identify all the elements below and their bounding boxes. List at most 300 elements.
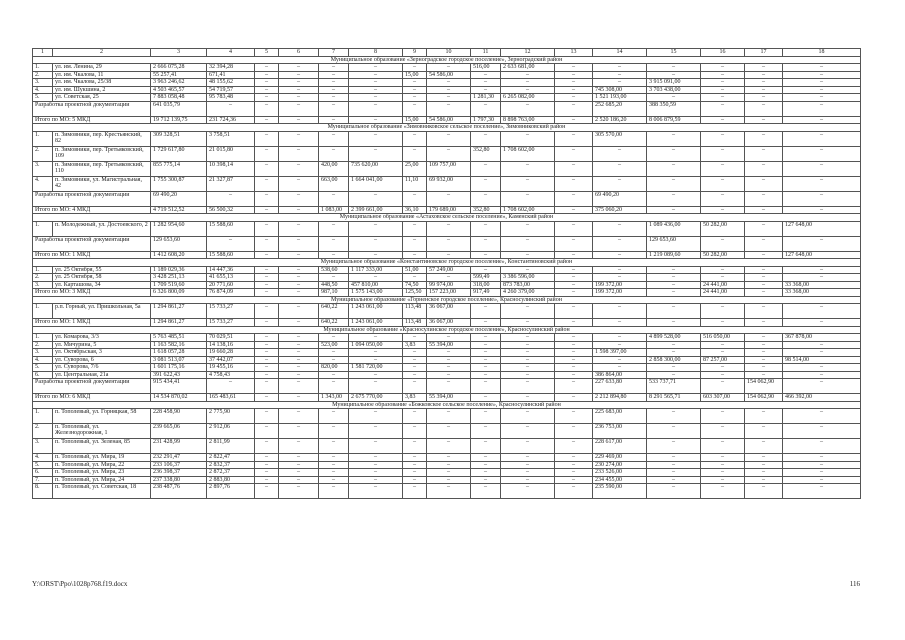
table-cell: 523,00: [319, 341, 349, 349]
table-cell: 516 050,00: [701, 334, 745, 342]
table-cell: 745 308,00: [593, 86, 647, 94]
table-cell: –: [403, 424, 427, 439]
table-cell: 70 029,51: [207, 334, 255, 342]
table-cell: 2.: [33, 274, 53, 282]
table-cell: 3 758,51: [207, 131, 255, 146]
table-cell: –: [783, 379, 861, 394]
table-cell: –: [403, 86, 427, 94]
table-cell: –: [255, 319, 279, 327]
table-cell: –: [501, 191, 555, 206]
table-cell: –: [319, 379, 349, 394]
table-row: [33, 71, 861, 79]
table-cell: 5.: [33, 364, 53, 372]
table-cell: 54 586,00: [427, 116, 471, 124]
municipality-header-row: [33, 296, 861, 304]
table-cell: –: [255, 356, 279, 364]
table-cell: –: [255, 371, 279, 379]
table-cell: –: [471, 439, 501, 454]
table-cell: –: [319, 349, 349, 357]
table-cell: 1 709 519,60: [151, 281, 207, 289]
municipality-title: Муниципальное образование «Божковское сельское поселение», Красносулинский район: [33, 401, 861, 409]
table-cell: –: [471, 364, 501, 372]
table-cell: 2.: [33, 146, 53, 161]
table-cell: 230 274,00: [593, 461, 647, 469]
table-cell: 4.: [33, 176, 53, 191]
table-cell: –: [745, 476, 783, 484]
table-cell: 69 490,20: [151, 191, 207, 206]
table-cell: 4.: [33, 454, 53, 462]
column-number: 1: [33, 49, 53, 57]
table-cell: –: [279, 71, 319, 79]
table-cell: –: [471, 161, 501, 176]
table-cell: –: [255, 86, 279, 94]
table-cell: 109 757,00: [427, 161, 471, 176]
table-cell: 3 915 091,00: [647, 79, 701, 87]
table-cell: Разработка проектной документации: [33, 101, 151, 116]
table-cell: ул. им. Шукшина, 2: [53, 86, 151, 94]
table-cell: –: [745, 319, 783, 327]
table-cell: 1 089 436,00: [647, 221, 701, 236]
table-cell: –: [701, 206, 745, 214]
table-cell: 228 617,00: [593, 439, 647, 454]
table-cell: –: [349, 454, 403, 462]
table-cell: п. Тополевый, ул. Зеленая, 85: [53, 439, 151, 454]
table-cell: –: [255, 281, 279, 289]
table-cell: 2 675 770,00: [349, 394, 403, 402]
table-cell: 2 399 661,00: [349, 206, 403, 214]
table-cell: –: [501, 79, 555, 87]
table-cell: –: [745, 94, 783, 102]
table-cell: –: [349, 439, 403, 454]
table-cell: 4 719 512,52: [151, 206, 207, 214]
table-cell: –: [555, 304, 593, 319]
table-cell: –: [647, 304, 701, 319]
table-cell: –: [701, 79, 745, 87]
table-cell: –: [555, 334, 593, 342]
table-row: [33, 379, 861, 394]
table-cell: –: [647, 469, 701, 477]
table-cell: –: [319, 86, 349, 94]
table-cell: –: [255, 349, 279, 357]
table-cell: –: [207, 191, 255, 206]
table-cell: –: [501, 176, 555, 191]
table-cell: 69 932,00: [427, 176, 471, 191]
table-cell: 1 521 193,00: [593, 94, 647, 102]
table-cell: –: [745, 86, 783, 94]
table-cell: –: [403, 371, 427, 379]
table-cell: –: [255, 304, 279, 319]
table-cell: 14 138,16: [207, 341, 255, 349]
table-cell: –: [745, 64, 783, 72]
table-cell: ул. 25 Октября, 55: [53, 266, 151, 274]
table-cell: –: [501, 424, 555, 439]
table-cell: –: [279, 364, 319, 372]
table-cell: –: [319, 236, 349, 251]
table-cell: ул. 25 Октября, 58: [53, 274, 151, 282]
table-cell: –: [279, 334, 319, 342]
table-cell: –: [501, 364, 555, 372]
table-cell: –: [427, 424, 471, 439]
table-cell: 671,41: [207, 71, 255, 79]
table-cell: –: [501, 304, 555, 319]
table-cell: 3,83: [403, 394, 427, 402]
table-cell: –: [471, 476, 501, 484]
table-cell: 1 618 057,28: [151, 349, 207, 357]
table-cell: 24 441,00: [701, 281, 745, 289]
column-number-row: [33, 49, 861, 57]
table-cell: –: [745, 364, 783, 372]
table-cell: 4 899 528,00: [647, 334, 701, 342]
table-cell: –: [427, 439, 471, 454]
table-cell: –: [701, 86, 745, 94]
table-cell: –: [783, 371, 861, 379]
table-cell: 640,22: [319, 304, 349, 319]
table-cell: –: [555, 79, 593, 87]
column-number: 2: [53, 49, 151, 57]
table-cell: 15 588,60: [207, 251, 255, 259]
table-cell: 1 282 954,60: [151, 221, 207, 236]
table-cell: 386 864,00: [593, 371, 647, 379]
table-cell: 1 755 300,87: [151, 176, 207, 191]
table-cell: –: [501, 409, 555, 424]
table-cell: Итого по МО: 4 МКД: [33, 206, 151, 214]
table-cell: 36 067,00: [427, 304, 471, 319]
table-cell: 19 660,28: [207, 349, 255, 357]
table-cell: –: [701, 71, 745, 79]
table-cell: –: [555, 161, 593, 176]
table-cell: –: [783, 364, 861, 372]
table-cell: –: [255, 236, 279, 251]
table-cell: 165 483,61: [207, 394, 255, 402]
table-cell: –: [593, 319, 647, 327]
table-cell: –: [403, 349, 427, 357]
table-cell: –: [745, 349, 783, 357]
table-cell: 1 294 861,27: [151, 319, 207, 327]
table-cell: ул. Комарова, 3/3: [53, 334, 151, 342]
table-cell: –: [403, 251, 427, 259]
table-cell: –: [783, 476, 861, 484]
table-cell: –: [593, 274, 647, 282]
table-cell: –: [349, 409, 403, 424]
table-cell: –: [555, 364, 593, 372]
table-cell: –: [427, 334, 471, 342]
table-cell: –: [783, 101, 861, 116]
column-number: 7: [319, 49, 349, 57]
table-cell: –: [783, 206, 861, 214]
table-cell: –: [279, 266, 319, 274]
table-cell: 19 712 139,75: [151, 116, 207, 124]
table-cell: –: [701, 191, 745, 206]
table-cell: –: [319, 476, 349, 484]
table-row: [33, 191, 861, 206]
table-cell: 309 328,51: [151, 131, 207, 146]
table-cell: –: [319, 71, 349, 79]
table-cell: 199 372,00: [593, 281, 647, 289]
table-cell: –: [593, 79, 647, 87]
table-cell: 8 006 879,59: [647, 116, 701, 124]
table-cell: –: [427, 461, 471, 469]
table-cell: 125,50: [403, 289, 427, 297]
table-cell: 235 590,00: [593, 484, 647, 499]
table-row: [33, 86, 861, 94]
table-cell: –: [745, 304, 783, 319]
table-cell: –: [501, 251, 555, 259]
table-cell: –: [501, 319, 555, 327]
total-row: [33, 394, 861, 402]
table-cell: 229 469,00: [593, 454, 647, 462]
table-cell: –: [555, 454, 593, 462]
total-row: [33, 319, 861, 327]
table-row: [33, 461, 861, 469]
table-cell: 663,00: [319, 176, 349, 191]
table-cell: 41 655,13: [207, 274, 255, 282]
table-cell: 236 398,37: [151, 469, 207, 477]
table-row: [33, 131, 861, 146]
table-cell: –: [279, 454, 319, 462]
table-cell: 252 685,20: [593, 101, 647, 116]
table-cell: 3 081 513,07: [151, 356, 207, 364]
table-cell: –: [501, 71, 555, 79]
table-cell: 391 622,43: [151, 371, 207, 379]
table-row: [33, 161, 861, 176]
table-cell: –: [555, 289, 593, 297]
table-cell: –: [279, 64, 319, 72]
table-cell: 227 633,80: [593, 379, 647, 394]
table-cell: –: [279, 116, 319, 124]
table-cell: –: [647, 289, 701, 297]
table-cell: –: [647, 454, 701, 462]
table-cell: п. Тополевый, ул. Горняцкая, 58: [53, 409, 151, 424]
table-cell: –: [647, 64, 701, 72]
table-cell: –: [647, 94, 701, 102]
table-cell: –: [647, 71, 701, 79]
table-cell: –: [647, 191, 701, 206]
table-cell: –: [745, 71, 783, 79]
municipality-title: Муниципальное образование «Горненское городское поселение», Красносулинский район: [33, 296, 861, 304]
table-cell: 54 586,00: [427, 71, 471, 79]
table-cell: –: [783, 146, 861, 161]
municipality-title: Муниципальное образование «Красносулинское городское поселение», Красносулинский район: [33, 326, 861, 334]
table-cell: –: [255, 424, 279, 439]
table-cell: –: [647, 281, 701, 289]
table-cell: Итого по МО: 3 МКД: [33, 289, 151, 297]
table-cell: 99 974,00: [427, 281, 471, 289]
table-cell: 6.: [33, 469, 53, 477]
table-cell: –: [471, 319, 501, 327]
table-cell: –: [403, 274, 427, 282]
column-number: 14: [593, 49, 647, 57]
table-cell: п. Зимовники, пер. Третьяковский, 110: [53, 161, 151, 176]
table-cell: 21 015,80: [207, 146, 255, 161]
table-cell: –: [701, 146, 745, 161]
table-cell: –: [427, 64, 471, 72]
table-cell: –: [647, 409, 701, 424]
column-number: 17: [745, 49, 783, 57]
column-number: 16: [701, 49, 745, 57]
table-cell: –: [427, 454, 471, 462]
table-cell: –: [501, 371, 555, 379]
table-cell: –: [783, 64, 861, 72]
table-cell: 3 703 438,00: [647, 86, 701, 94]
table-cell: 1 412 608,20: [151, 251, 207, 259]
table-cell: п. Зимовники, ул. Магистральная, 42: [53, 176, 151, 191]
table-cell: ул. Мичурина, 5: [53, 341, 151, 349]
table-cell: Разработка проектной документации: [33, 236, 151, 251]
table-cell: –: [701, 176, 745, 191]
table-cell: –: [279, 461, 319, 469]
table-cell: –: [255, 146, 279, 161]
table-cell: 233 106,37: [151, 461, 207, 469]
table-cell: –: [207, 379, 255, 394]
table-cell: –: [593, 64, 647, 72]
table-cell: –: [349, 86, 403, 94]
table-cell: –: [279, 484, 319, 499]
table-cell: –: [745, 454, 783, 462]
table-cell: 3 963 246,62: [151, 79, 207, 87]
table-cell: 74,50: [403, 281, 427, 289]
table-cell: –: [555, 116, 593, 124]
table-cell: Итого по МО: 1 МКД: [33, 251, 151, 259]
table-cell: –: [403, 439, 427, 454]
table-cell: 1 094 050,00: [349, 341, 403, 349]
table-cell: –: [255, 341, 279, 349]
table-row: [33, 64, 861, 72]
table-cell: –: [745, 334, 783, 342]
table-cell: –: [349, 79, 403, 87]
table-cell: 1.: [33, 409, 53, 424]
table-cell: –: [255, 176, 279, 191]
table-cell: 98 514,00: [783, 356, 861, 364]
table-cell: –: [647, 484, 701, 499]
table-cell: 2.: [33, 71, 53, 79]
table-cell: 6.: [33, 371, 53, 379]
table-cell: –: [701, 64, 745, 72]
table-cell: –: [349, 476, 403, 484]
table-cell: –: [319, 356, 349, 364]
table-cell: –: [701, 349, 745, 357]
table-cell: –: [501, 454, 555, 462]
table-cell: –: [701, 236, 745, 251]
table-cell: –: [701, 409, 745, 424]
table-cell: 516,00: [471, 64, 501, 72]
table-cell: –: [349, 71, 403, 79]
municipality-header-row: [33, 214, 861, 222]
column-number: 13: [555, 49, 593, 57]
table-cell: –: [279, 356, 319, 364]
table-cell: –: [593, 221, 647, 236]
table-cell: –: [501, 161, 555, 176]
table-cell: 76 874,09: [207, 289, 255, 297]
table-cell: –: [701, 454, 745, 462]
table-cell: –: [255, 101, 279, 116]
table-cell: 36,10: [403, 206, 427, 214]
table-cell: –: [427, 86, 471, 94]
table-cell: 5.: [33, 94, 53, 102]
table-cell: –: [647, 274, 701, 282]
table-cell: –: [403, 94, 427, 102]
table-cell: 20 771,60: [207, 281, 255, 289]
table-cell: –: [555, 469, 593, 477]
table-cell: –: [783, 304, 861, 319]
table-cell: 15,00: [403, 116, 427, 124]
table-cell: –: [403, 64, 427, 72]
table-cell: –: [255, 469, 279, 477]
table-cell: –: [349, 334, 403, 342]
table-cell: ул. им. Чкалова, 11: [53, 71, 151, 79]
table-cell: –: [647, 439, 701, 454]
municipality-title: Муниципальное образование «Константиновское городское поселение», Константиновский район: [33, 259, 861, 267]
table-cell: –: [403, 191, 427, 206]
table-cell: –: [319, 116, 349, 124]
table-cell: –: [349, 116, 403, 124]
table-cell: 2 832,37: [207, 461, 255, 469]
table-cell: –: [555, 461, 593, 469]
table-cell: –: [427, 469, 471, 477]
table-cell: 1 117 333,00: [349, 266, 403, 274]
table-cell: –: [647, 371, 701, 379]
table-cell: –: [647, 206, 701, 214]
table-cell: 1 219 089,60: [647, 251, 701, 259]
table-cell: –: [403, 236, 427, 251]
table-cell: –: [647, 131, 701, 146]
column-number: 8: [349, 49, 403, 57]
table-cell: –: [427, 191, 471, 206]
table-row: [33, 236, 861, 251]
table-cell: –: [349, 484, 403, 499]
table-cell: –: [349, 461, 403, 469]
table-cell: 1.: [33, 304, 53, 319]
table-cell: 7.: [33, 476, 53, 484]
table-cell: 987,10: [319, 289, 349, 297]
table-cell: –: [593, 356, 647, 364]
table-cell: –: [647, 461, 701, 469]
table-cell: –: [745, 484, 783, 499]
table-row: [33, 146, 861, 161]
table-cell: 10 398,14: [207, 161, 255, 176]
table-cell: Итого по МО: 6 МКД: [33, 394, 151, 402]
table-cell: –: [501, 266, 555, 274]
table-cell: –: [279, 146, 319, 161]
table-cell: –: [255, 409, 279, 424]
table-cell: –: [647, 424, 701, 439]
table-cell: –: [593, 364, 647, 372]
municipality-header-row: [33, 326, 861, 334]
table-cell: 8.: [33, 484, 53, 499]
table-cell: –: [471, 251, 501, 259]
table-cell: –: [403, 101, 427, 116]
table-cell: –: [279, 341, 319, 349]
table-cell: –: [319, 221, 349, 236]
table-cell: –: [593, 236, 647, 251]
table-cell: –: [593, 176, 647, 191]
total-row: [33, 206, 861, 214]
table-cell: –: [255, 439, 279, 454]
table-cell: –: [255, 191, 279, 206]
table-cell: –: [783, 266, 861, 274]
table-cell: –: [701, 274, 745, 282]
table-row: [33, 409, 861, 424]
table-cell: –: [255, 251, 279, 259]
table-cell: Разработка проектной документации: [33, 191, 151, 206]
table-cell: –: [279, 394, 319, 402]
table-cell: 305 570,00: [593, 131, 647, 146]
table-cell: –: [471, 469, 501, 477]
table-cell: ул. им. Ленина, 29: [53, 64, 151, 72]
table-cell: –: [783, 274, 861, 282]
table-cell: –: [349, 274, 403, 282]
table-cell: 4.: [33, 356, 53, 364]
column-number: 6: [279, 49, 319, 57]
